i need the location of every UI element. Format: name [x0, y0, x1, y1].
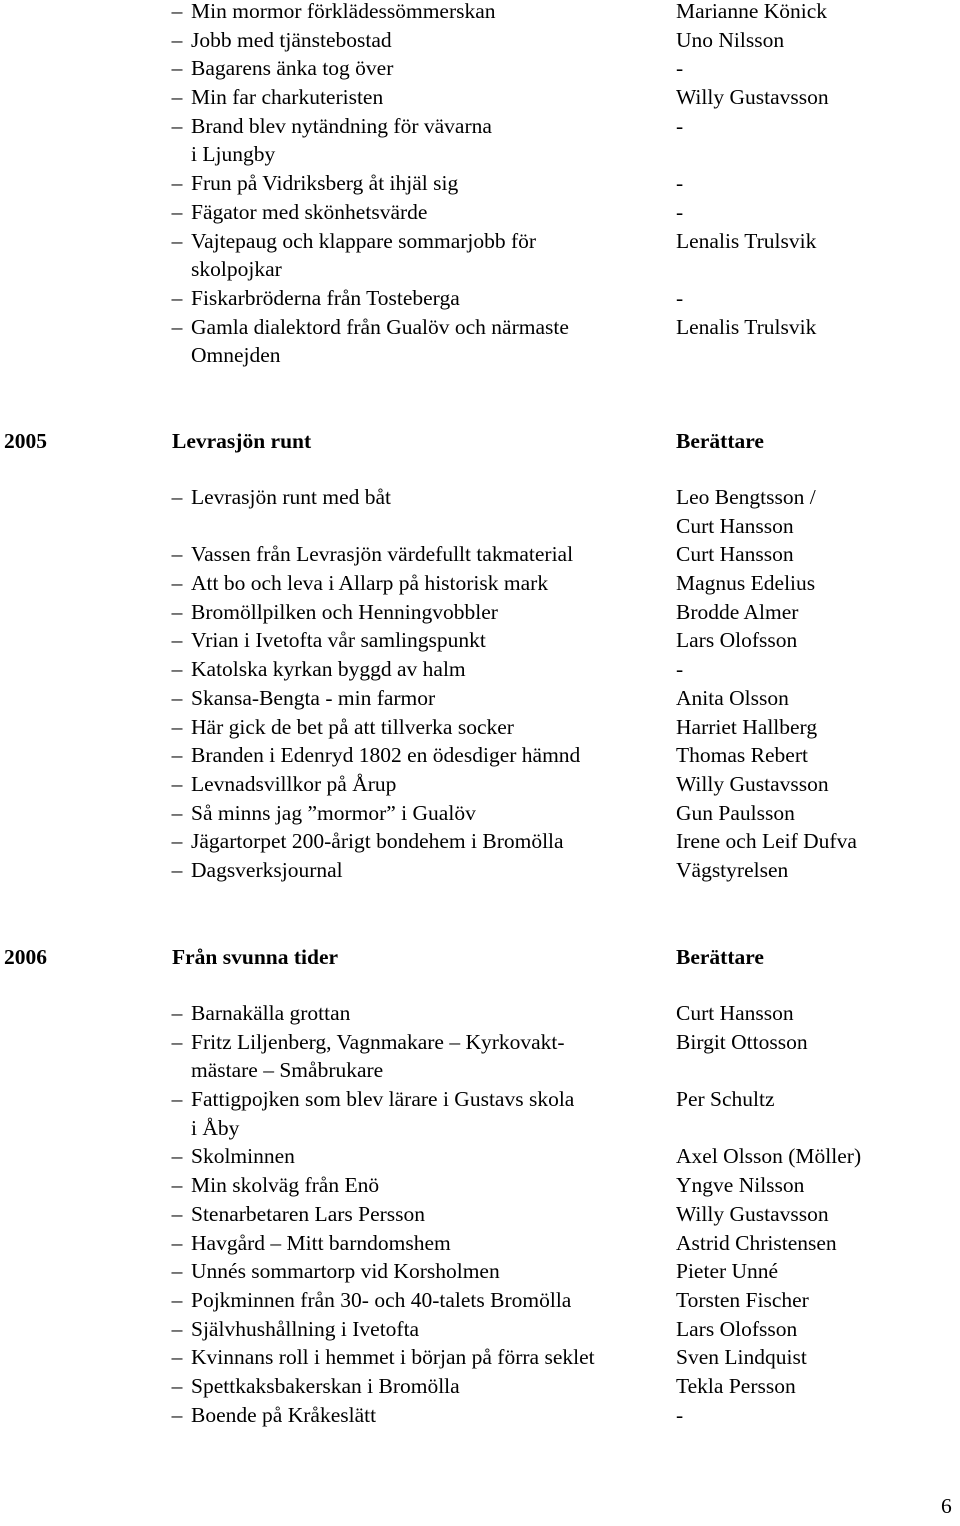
list-dash: – [171, 1316, 183, 1341]
list-dash: – [171, 485, 183, 509]
story-title: Unnés sommartorp vid Korsholmen [191, 1259, 500, 1284]
narrator-column-heading: Berättare [676, 429, 764, 453]
section-heading [0, 426, 960, 456]
list-dash: – [171, 542, 183, 567]
list-item [0, 1056, 960, 1085]
narrator-name: Birgit Ottosson [676, 1029, 808, 1054]
list-dash: – [171, 829, 183, 854]
list-dash: – [171, 285, 183, 310]
narrator-name: Per Schultz [676, 1087, 775, 1112]
narrator-name: Willy Gustavsson [676, 771, 829, 796]
continued-list [0, 0, 960, 370]
list-item [0, 198, 960, 227]
narrator-name: Curt Hansson [676, 1001, 794, 1025]
story-title: Stenarbetaren Lars Persson [191, 1201, 426, 1226]
story-title: Branden i Edenryd 1802 en ödesdiger hämnd [191, 743, 581, 768]
story-title: Min far charkuteristen [191, 85, 384, 110]
story-title: Kvinnans roll i hemmet i början på förra seklet [191, 1345, 595, 1370]
list-dash: – [171, 657, 183, 682]
list-dash: – [171, 1201, 183, 1226]
list-dash: – [171, 1373, 183, 1398]
story-title: Frun på Vidriksberg åt ihjäl sig [191, 171, 459, 196]
narrator-column-heading: Berättare [676, 945, 764, 969]
list-item [0, 54, 960, 83]
story-title: Skansa-Bengta - min farmor [191, 685, 436, 710]
narrator-name: Harriet Hallberg [676, 714, 818, 739]
list-dash: – [171, 27, 183, 52]
narrator-name: Torsten Fischer [676, 1287, 809, 1312]
narrator-name: Leo Bengtsson / [676, 485, 816, 509]
list-item [0, 1114, 960, 1143]
list-item [0, 1229, 960, 1258]
narrator-name: - [676, 56, 684, 81]
narrator-name: - [676, 1402, 684, 1427]
story-title: Jobb med tjänstebostad [191, 27, 392, 52]
list-dash: – [171, 571, 183, 596]
list-dash: – [171, 1001, 183, 1025]
list-item [0, 140, 960, 169]
list-item [0, 741, 960, 770]
story-title: Fritz Liljenberg, Vagnmakare – Kyrkovakt- [191, 1029, 565, 1054]
narrator-name: Yngve Nilsson [676, 1173, 805, 1198]
section-year: 2006 [4, 945, 47, 969]
story-title: Så minns jag ”mormor” i Gualöv [191, 800, 476, 825]
list-item [0, 1028, 960, 1057]
story-title: Katolska kyrkan byggd av halm [191, 657, 466, 682]
list-item [0, 483, 960, 512]
list-item [0, 655, 960, 684]
narrator-name: Magnus Edelius [676, 571, 816, 596]
story-title: Jägartorpet 200-årigt bondehem i Bromölla [191, 829, 564, 854]
list-dash: – [171, 1173, 183, 1198]
story-title: Brand blev nytändning för vävarna [191, 113, 492, 138]
section-2005-list [0, 483, 960, 885]
story-title: Levnadsvillkor på Årup [191, 771, 397, 796]
story-title: Spettkaksbakerskan i Bromölla [191, 1373, 460, 1398]
list-dash: – [171, 800, 183, 825]
list-dash: – [171, 599, 183, 624]
narrator-name: - [676, 285, 684, 310]
list-item [0, 255, 960, 284]
list-item [0, 770, 960, 799]
narrator-name: Marianne Könick [676, 0, 828, 23]
list-item [0, 227, 960, 256]
story-title: Att bo och leva i Allarp på historisk mark [191, 571, 549, 596]
list-item [0, 1372, 960, 1401]
narrator-name: Tekla Persson [676, 1373, 796, 1398]
story-title: Fiskarbröderna från Tosteberga [191, 285, 460, 310]
section-heading [0, 942, 960, 972]
list-item [0, 1200, 960, 1229]
narrator-name: Astrid Christensen [676, 1230, 837, 1255]
list-item [0, 313, 960, 342]
narrator-name: - [676, 199, 684, 224]
story-title: Pojkminnen från 30- och 40-talets Bromölla [191, 1287, 572, 1312]
story-title: Gamla dialektord från Gualöv och närmaste [191, 314, 569, 339]
list-item [0, 1085, 960, 1114]
narrator-name: - [676, 113, 684, 138]
list-item [0, 1315, 960, 1344]
list-item [0, 1171, 960, 1200]
story-title: Min skolväg från Enö [191, 1173, 380, 1198]
list-item [0, 512, 960, 541]
story-title: Min mormor förklädessömmerskan [191, 0, 496, 23]
narrator-name: Curt Hansson [676, 513, 794, 538]
list-dash: – [171, 56, 183, 81]
list-item [0, 569, 960, 598]
list-item [0, 598, 960, 627]
narrator-name: Sven Lindquist [676, 1345, 807, 1370]
list-dash: – [171, 1144, 183, 1169]
list-item [0, 1401, 960, 1430]
list-item [0, 1343, 960, 1372]
list-item [0, 83, 960, 112]
story-title: i Ljungby [191, 142, 276, 167]
list-dash: – [171, 1029, 183, 1054]
list-item [0, 713, 960, 742]
list-dash: – [171, 857, 183, 882]
list-dash: – [171, 628, 183, 653]
narrator-name: Lars Olofsson [676, 1316, 798, 1341]
section-title: Från svunna tider [172, 945, 339, 969]
list-item [0, 169, 960, 198]
story-title: Vrian i Ivetofta vår samlingspunkt [191, 628, 486, 653]
list-item [0, 827, 960, 856]
list-dash: – [171, 85, 183, 110]
section-2005 [0, 426, 960, 456]
story-title: Vassen från Levrasjön värdefullt takmaterial [191, 542, 574, 567]
list-dash: – [171, 0, 183, 23]
list-item [0, 284, 960, 313]
narrator-name: Vägstyrelsen [676, 857, 789, 882]
story-title: Levrasjön runt med båt [191, 485, 392, 509]
story-title: Bagarens änka tog över [191, 56, 394, 81]
story-title: Bromöllpilken och Henningvobbler [191, 599, 498, 624]
section-year: 2005 [4, 429, 47, 453]
list-item [0, 684, 960, 713]
story-title: Här gick de bet på att tillverka socker [191, 714, 514, 739]
section-2006 [0, 942, 960, 972]
narrator-name: Thomas Rebert [676, 743, 808, 768]
page-number: 6 [941, 1494, 952, 1518]
story-title: Dagsverksjournal [191, 857, 343, 882]
narrator-name: Brodde Almer [676, 599, 799, 624]
story-title: Omnejden [191, 343, 281, 368]
narrator-name: - [676, 171, 684, 196]
section-title: Levrasjön runt [172, 429, 312, 453]
narrator-name: - [676, 657, 684, 682]
list-item [0, 0, 960, 26]
story-title: Skolminnen [191, 1144, 295, 1169]
list-dash: – [171, 1345, 183, 1370]
list-dash: – [171, 314, 183, 339]
narrator-name: Axel Olsson (Möller) [676, 1144, 862, 1169]
list-item [0, 999, 960, 1028]
story-title: Vajtepaug och klappare sommarjobb för [191, 228, 537, 253]
narrator-name: Lars Olofsson [676, 628, 798, 653]
story-title: Fattigpojken som blev lärare i Gustavs skola [191, 1087, 575, 1112]
list-dash: – [171, 171, 183, 196]
list-dash: – [171, 714, 183, 739]
story-title: Havgård – Mitt barndomshem [191, 1230, 451, 1255]
section-2006-list [0, 999, 960, 1429]
story-title: i Åby [191, 1115, 240, 1140]
list-dash: – [171, 1230, 183, 1255]
list-dash: – [171, 685, 183, 710]
list-item [0, 1257, 960, 1286]
narrator-name: Irene och Leif Dufva [676, 829, 857, 854]
list-item [0, 26, 960, 55]
list-dash: – [171, 743, 183, 768]
list-dash: – [171, 199, 183, 224]
narrator-name: Gun Paulsson [676, 800, 795, 825]
story-title: skolpojkar [191, 257, 282, 282]
list-item [0, 626, 960, 655]
story-title: mästare – Småbrukare [191, 1058, 384, 1083]
narrator-name: Lenalis Trulsvik [676, 228, 817, 253]
narrator-name: Pieter Unné [676, 1259, 779, 1284]
list-item [0, 540, 960, 569]
list-item [0, 1286, 960, 1315]
list-dash: – [171, 113, 183, 138]
story-title: Barnakälla grottan [191, 1001, 351, 1025]
list-item [0, 112, 960, 141]
list-dash: – [171, 1287, 183, 1312]
list-dash: – [171, 1402, 183, 1427]
story-title: Fägator med skönhetsvärde [191, 199, 428, 224]
story-title: Självhushållning i Ivetofta [191, 1316, 420, 1341]
story-title: Boende på Kråkeslätt [191, 1402, 377, 1427]
list-item [0, 856, 960, 885]
list-dash: – [171, 228, 183, 253]
narrator-name: Willy Gustavsson [676, 85, 829, 110]
list-dash: – [171, 771, 183, 796]
narrator-name: Willy Gustavsson [676, 1201, 829, 1226]
list-item [0, 341, 960, 370]
list-dash: – [171, 1087, 183, 1112]
list-dash: – [171, 1259, 183, 1284]
list-item [0, 799, 960, 828]
narrator-name: Curt Hansson [676, 542, 794, 567]
narrator-name: Anita Olsson [676, 685, 789, 710]
narrator-name: Lenalis Trulsvik [676, 314, 817, 339]
narrator-name: Uno Nilsson [676, 27, 785, 52]
list-item [0, 1142, 960, 1171]
